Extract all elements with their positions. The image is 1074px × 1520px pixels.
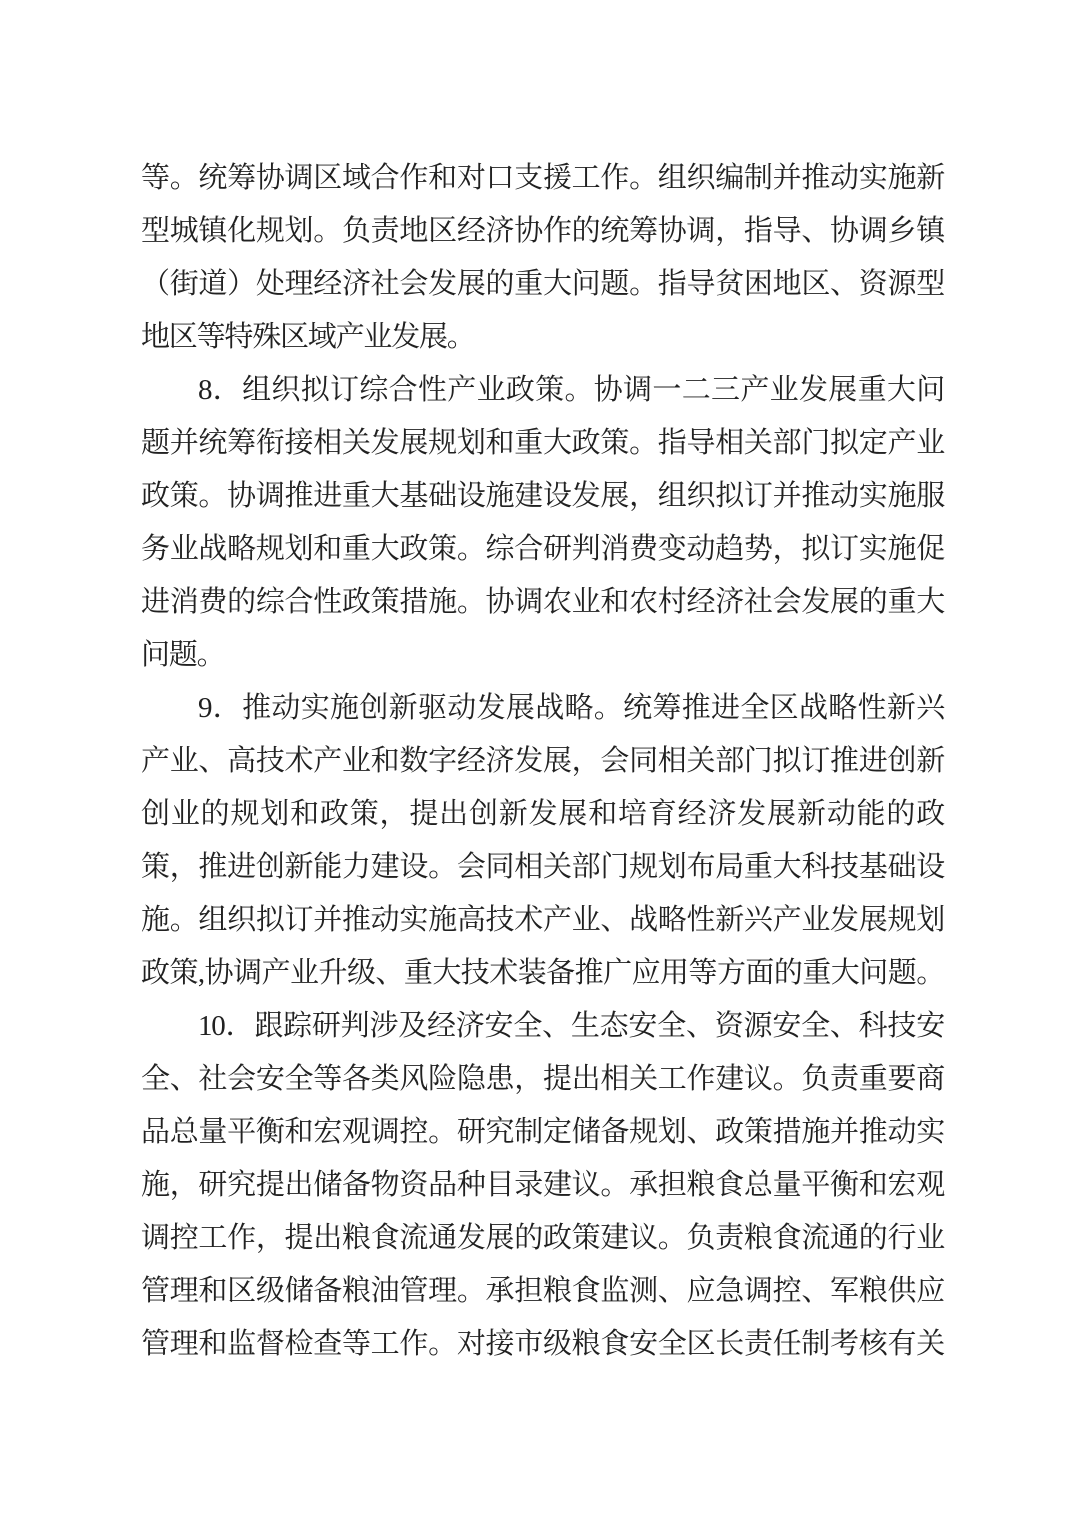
- text-line: 管理和区级储备粮油管理。承担粮食监测、应急调控、军粮供应: [141, 1275, 944, 1307]
- text-line: 施，研究提出储备物资品种目录建议。承担粮食总量平衡和宏观: [141, 1169, 944, 1201]
- text-line: 管理和监督检查等工作。对接市级粮食安全区长责任制考核有关: [141, 1328, 944, 1360]
- text-line: 产业、高技术产业和数字经济发展，会同相关部门拟订推进创新: [141, 745, 944, 777]
- text-line: 10．跟踪研判涉及经济安全、生态安全、资源安全、科技安: [198, 1010, 944, 1042]
- text-line: 地区等特殊区域产业发展。: [141, 321, 475, 353]
- text-line: 进消费的综合性政策措施。协调农业和农村经济社会发展的重大: [141, 586, 944, 618]
- text-line: 9．推动实施创新驱动发展战略。统筹推进全区战略性新兴: [198, 692, 944, 724]
- text-line: 问题。: [141, 639, 225, 671]
- text-line: 全、社会安全等各类风险隐患，提出相关工作建议。负责重要商: [141, 1063, 944, 1095]
- text-line: 品总量平衡和宏观调控。研究制定储备规划、政策措施并推动实: [141, 1116, 944, 1148]
- text-line: 8．组织拟订综合性产业政策。协调一二三产业发展重大问: [198, 374, 944, 406]
- text-line: 型城镇化规划。负责地区经济协作的统筹协调，指导、协调乡镇: [141, 215, 944, 247]
- text-line: 题并统筹衔接相关发展规划和重大政策。指导相关部门拟定产业: [141, 427, 944, 459]
- text-line: （街道）处理经济社会发展的重大问题。指导贫困地区、资源型: [141, 268, 944, 300]
- text-line: 施。组织拟订并推动实施高技术产业、战略性新兴产业发展规划: [141, 904, 944, 936]
- document-text: [141, 152, 944, 1371]
- text-line: 务业战略规划和重大政策。综合研判消费变动趋势，拟订实施促: [141, 533, 944, 565]
- text-line: 政策,协调产业升级、重大技术装备推广应用等方面的重大问题。: [141, 957, 944, 989]
- text-line: 策，推进创新能力建设。会同相关部门规划布局重大科技基础设: [141, 851, 944, 883]
- text-line: 政策。协调推进重大基础设施建设发展，组织拟订并推动实施服: [141, 480, 944, 512]
- text-line: 创业的规划和政策，提出创新发展和培育经济发展新动能的政: [141, 798, 944, 830]
- text-line: 调控工作，提出粮食流通发展的政策建议。负责粮食流通的行业: [141, 1222, 944, 1254]
- text-line: 等。统筹协调区域合作和对口支援工作。组织编制并推动实施新: [141, 162, 944, 194]
